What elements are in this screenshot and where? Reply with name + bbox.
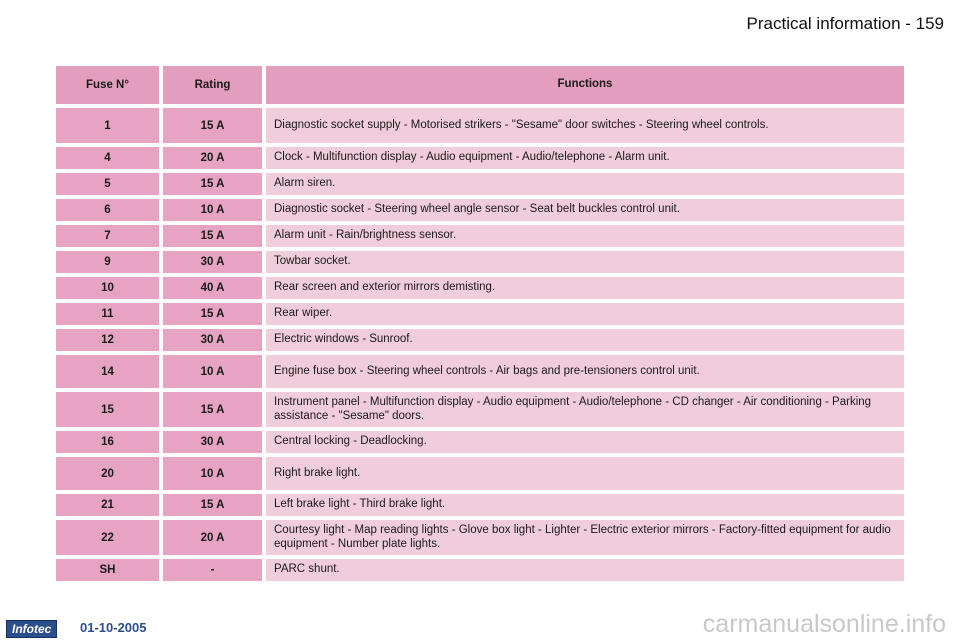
fuse-functions: Electric windows - Sunroof. [266,329,904,351]
fuse-number: 11 [56,303,159,325]
fuse-rating: 30 A [163,251,262,273]
table-row [56,173,904,195]
fuse-functions: Rear wiper. [266,303,904,325]
fuse-rating: 15 A [163,494,262,516]
watermark: carmanualsonline.info [702,610,946,638]
fuse-table [56,66,904,585]
fuse-number: 5 [56,173,159,195]
fuse-functions: Alarm unit - Rain/brightness sensor. [266,225,904,247]
fuse-rating: - [163,559,262,581]
table-row [56,457,904,490]
fuse-functions: Diagnostic socket supply - Motorised strikers - "Sesame" door switches - Steering wheel controls. [266,108,904,143]
table-row [56,559,904,581]
fuse-number: 22 [56,520,159,555]
fuse-rating: 15 A [163,303,262,325]
fuse-number: 15 [56,392,159,427]
fuse-number: 20 [56,457,159,490]
fuse-number: 6 [56,199,159,221]
table-row [56,277,904,299]
table-header [56,66,904,104]
fuse-functions: Towbar socket. [266,251,904,273]
column-header-rating: Rating [163,66,262,104]
fuse-functions: Diagnostic socket - Steering wheel angle sensor - Seat belt buckles control unit. [266,199,904,221]
table-row [56,355,904,388]
fuse-functions: Central locking - Deadlocking. [266,431,904,453]
fuse-number: 21 [56,494,159,516]
fuse-functions: Instrument panel - Multifunction display - Audio equipment - Audio/telephone - CD changer - Air conditioning - Parking assistance - "Sesame" doors. [266,392,904,427]
fuse-functions: Engine fuse box - Steering wheel controls - Air bags and pre-tensioners control unit. [266,355,904,388]
page-title: Practical information - 159 [746,14,944,33]
fuse-number: 1 [56,108,159,143]
fuse-number: 4 [56,147,159,169]
fuse-rating: 30 A [163,431,262,453]
fuse-functions: Alarm siren. [266,173,904,195]
fuse-functions: Rear screen and exterior mirrors demisting. [266,277,904,299]
table-row [56,431,904,453]
fuse-rating: 40 A [163,277,262,299]
fuse-rating: 30 A [163,329,262,351]
fuse-number: SH [56,559,159,581]
fuse-rating: 10 A [163,355,262,388]
table-row [56,199,904,221]
fuse-functions: Clock - Multifunction display - Audio equipment - Audio/telephone - Alarm unit. [266,147,904,169]
fuse-functions: PARC shunt. [266,559,904,581]
fuse-rating: 10 A [163,457,262,490]
fuse-rating: 15 A [163,225,262,247]
fuse-number: 14 [56,355,159,388]
column-header-functions: Functions [266,66,904,104]
table-row [56,520,904,555]
table-row [56,329,904,351]
fuse-rating: 20 A [163,147,262,169]
fuse-rating: 15 A [163,392,262,427]
infotec-logo: Infotec [6,620,57,638]
fuse-rating: 15 A [163,173,262,195]
fuse-functions: Left brake light - Third brake light. [266,494,904,516]
fuse-number: 16 [56,431,159,453]
fuse-number: 9 [56,251,159,273]
footer-date: 01-10-2005 [80,620,147,635]
table-row [56,108,904,143]
fuse-functions: Courtesy light - Map reading lights - Glove box light - Lighter - Electric exterior mirrors - Factory-fitted equipment for audio equipment - Number plate lights. [266,520,904,555]
fuse-rating: 20 A [163,520,262,555]
fuse-rating: 15 A [163,108,262,143]
table-row [56,303,904,325]
fuse-number: 10 [56,277,159,299]
fuse-number: 12 [56,329,159,351]
table-row [56,147,904,169]
fuse-rating: 10 A [163,199,262,221]
table-row [56,251,904,273]
table-row [56,494,904,516]
table-row [56,225,904,247]
fuse-number: 7 [56,225,159,247]
table-row [56,392,904,427]
fuse-functions: Right brake light. [266,457,904,490]
column-header-fuse: Fuse N° [56,66,159,104]
